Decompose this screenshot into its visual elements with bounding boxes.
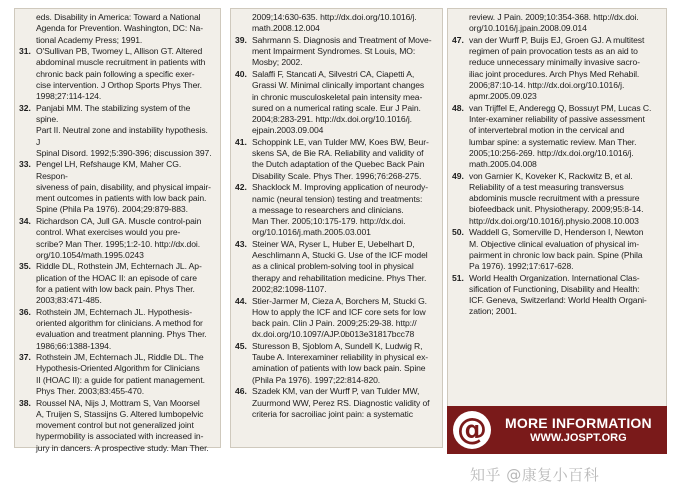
reference-text: Rothstein JM, Echternach JL, Riddle DL. The Hypothesis-Oriented Algorithm for Clinicians II (HOAC II): a guide for patient management. Phys Ther. 2003;83:455-470. [36,352,205,396]
reference-entry [235,137,436,182]
reference-number: 39. [235,34,247,45]
reference-number: 48. [452,102,464,113]
reference-column-1 [14,8,221,453]
reference-text: Schoppink LE, van Tulder MW, Koes BW, Beur- skens SA, de Bie RA. Reliability and validity of the Dutch adaptation of the Quebec Back Pain Disability Scale. Phys Ther. 1996;76:268-275. [252,136,429,181]
reference-number: 46. [235,386,247,397]
reference-entry [19,103,214,159]
banner-text [505,415,652,445]
reference-number: 37. [19,352,31,363]
reference-entry [19,159,214,215]
reference-entry [19,46,214,102]
reference-number: 35. [19,261,31,272]
reference-number: 47. [452,34,464,45]
reference-text: World Health Organization. International Clas- sification of Functioning, Disability and Health: ICF. Geneva, Switzerland: World Health Organi- zation; 2001. [469,272,647,317]
reference-text: Szadek KM, van der Wurff P, van Tulder MW, Zuurmond WW, Perez RS. Diagnostic validity of criteria for sacroiliac joint pain: a systematic [252,386,430,419]
reference-text: Steiner WA, Ryser L, Huber E, Uebelhart D, Aeschlimann A, Stucki G. Use of the ICF model as a clinical problem-solving tool in physical therapy and rehabilitation medicine. Phys Ther. 2002;82:1098-1107. [252,238,428,294]
banner-url[interactable]: WWW.JOSPT.ORG [530,432,627,444]
reference-entry [19,307,214,352]
reference-entry [235,239,436,295]
reference-text: Richardson CA, Jull GA. Muscle control-pain control. What exercises would you pre- scribe? Man Ther. 1995;1:2-10. http://dx.doi. org/10.1054/math.1995.0243 [36,216,202,260]
reference-number: 41. [235,136,247,147]
reference-entry [235,182,436,238]
reference-text: Shacklock M. Improving application of neurody- namic (neural tension) testing and treatments: a message to researchers and clinicians. Man Ther. 2005;10:175-179. http://dx.doi. org/10.1016/j.math.2005.03.001 [252,182,428,238]
reference-text: Rothstein JM, Echternach JL. Hypothesis- oriented algorithm for clinicians. A method for evaluation and treatment planning. Phys Ther. 1986;66:1388-1394. [36,306,207,351]
reference-number: 44. [235,295,247,306]
reference-text: von Garnier K, Koveker K, Rackwitz B, et al. Reliability of a test measuring transversus abdominis muscle recruitment with a pressure biofeedback unit. Physiotherapy. 2009;95:8-14. http://dx.doi.org/10.1016/j.physio.2008.10.003 [469,170,644,226]
reference-entry [452,273,660,318]
reference-number: 49. [452,170,464,181]
reference-text: review. J Pain. 2009;10:354-368. http://dx.doi. org/10.1016/j.jpain.2008.09.014 [469,12,639,34]
reference-entry [235,296,436,341]
reference-number: 51. [452,272,464,283]
reference-text: van Trijffel E, Anderegg Q, Bossuyt PM, Lucas C. Inter-examiner reliability of passive assessment of intervertebral motion in the cervical and lumbar spine: a systematic review. Man Ther. 2005;10:256-269. http://dx.doi.org/10.1016/j. math.2005.04.008 [469,102,652,170]
reference-text: Pengel LH, Refshauge KM, Maher CG. Respon- siveness of pain, disability, and physical impair- ment outcomes in patients with low back pain. Spine (Phila Pa 1976). 2004;29:879-883. [36,159,211,215]
reference-entry [452,227,660,272]
reference-text: Salaffi F, Stancati A, Silvestri CA, Ciapetti A, Grassi W. Minimal clinically important changes in chronic musculoskeletal pain intensity mea- sured on a numerical rating scale. Eur J Pain. 2004;8:283-291. http://dx.doi.org/10.1016/j. ejpain.2003.09.004 [252,69,425,136]
reference-entry [452,35,660,103]
reference-entry [452,171,660,227]
more-information-banner[interactable] [447,406,667,454]
reference-entry [19,216,214,261]
reference-entry [452,103,660,171]
at-sign-icon: @ [453,411,491,449]
reference-text: Waddell G, Somerville D, Henderson I, Newton M. Objective clinical evaluation of physical im- pairment in chronic low back pain. Spine (Phila Pa 1976). 1992;17:617-628. [469,227,644,272]
reference-number: 31. [19,46,31,57]
reference-text: Panjabi MM. The stabilizing system of the spine. Part II. Neutral zone and instability hypothesis. J Spinal Disord. 1992;5:390-396; discussion 397. [36,102,212,158]
reference-text: Sahrmann S. Diagnosis and Treatment of Move- ment Impairment Syndromes. St Louis, MO: Mosby; 2002. [252,34,432,68]
reference-entry [452,12,660,35]
reference-text: Roussel NA, Nijs J, Mottram S, Van Moorsel A, Truijen S, Stassijns G. Altered lumbopelvic movement control but not generalized joint hypermobility is associated with increased in- jury in dancers. A prospective study. Man Ther. [36,397,209,453]
reference-number: 34. [19,216,31,227]
reference-number: 38. [19,397,31,408]
reference-text: eds. Disability in America: Toward a National Agenda for Prevention. Washington, DC: Na- tional Academy Press; 1991. [36,12,203,45]
banner-title: MORE INFORMATION [505,415,652,431]
reference-entry [235,12,436,35]
reference-text: van der Wurff P, Buijs EJ, Groen GJ. A multitest regimen of pain provocation tests as an aid to reduce unnecessary minimally invasive sacro- iliac joint procedures. Arch Phys Med Rehabil. 2006;87:10-14. http://dx.doi.org/10.1016/j. apmr.2005.09.023 [469,34,645,102]
reference-entry [19,352,214,397]
reference-text: Riddle DL, Rothstein JM, Echternach JL. Ap- plication of the HOAC II: an episode of care for a patient with low back pain. Phys Ther. 2003;83:471-485. [36,261,202,306]
reference-number: 32. [19,102,31,113]
reference-entry [19,261,214,306]
reference-text: O'Sullivan PB, Twomey L, Allison GT. Altered abdominal muscle recruitment in patients with chronic back pain following a specific exer- cise intervention. J Orthop Sports Phys Ther. 1998;27:114-124. [36,46,206,102]
reference-entry [19,398,214,454]
reference-entry [235,386,436,420]
reference-column-2 [230,8,443,448]
reference-text: Sturesson B, Sjoblom A, Sundell K, Ludwig R, Taube A. Interexaminer reliability in physical ex- amination of patients with low back pain. Spine (Phila Pa 1976). 1997;22:814-820. [252,340,429,385]
reference-entry [235,35,436,69]
reference-entry [235,69,436,137]
reference-number: 42. [235,182,247,193]
reference-number: 45. [235,340,247,351]
reference-text: Stier-Jarmer M, Cieza A, Borchers M, Stucki G. How to apply the ICF and ICF core sets for low back pain. Clin J Pain. 2009;25:29-38. http:// dx.doi.org/10.1097/AJP.0b013e31817bcc78 [252,295,427,340]
reference-entry [235,341,436,386]
reference-number: 43. [235,238,247,249]
reference-number: 33. [19,159,31,170]
reference-number: 50. [452,227,464,238]
reference-column-3 [447,8,667,410]
reference-text: 2009;14:630-635. http://dx.doi.org/10.1016/j. math.2008.12.004 [252,12,417,34]
reference-entry [19,12,214,46]
reference-number: 36. [19,306,31,317]
reference-number: 40. [235,69,247,80]
watermark: 知乎 @康复小百科 [470,466,600,484]
